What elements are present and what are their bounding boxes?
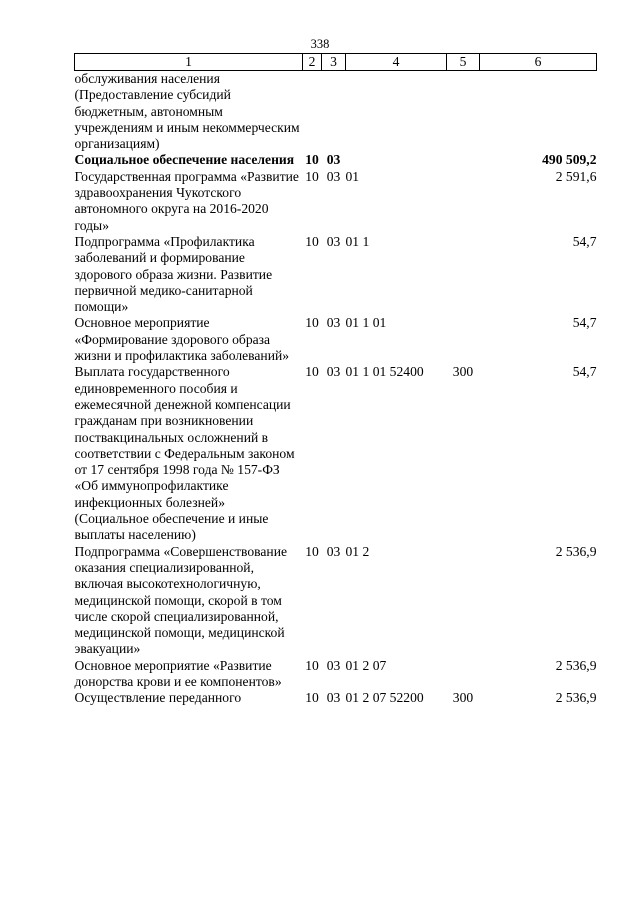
header-row [75, 54, 597, 71]
row-name: Выплата государственного единовременного пособия и ежемесячной денежной компенсации гражданам при возникновении поствакцинальных осложнений в соответствии с Федеральным законом от 17 сентября 1998 года № 157-ФЗ «Об иммунопрофилактике инфекционных болезней» (Социальное обеспечение и иные выплаты населению) [74, 364, 295, 543]
row-section: 10 [305, 657, 319, 673]
row-amount: 2 536,9 [555, 657, 597, 673]
row-amount: 490 509,2 [542, 152, 597, 168]
row-name: Основное мероприятие «Развитие донорства крови и ее компонентов» [74, 657, 282, 689]
row-subsection: 03 [326, 152, 341, 168]
table-row [75, 658, 597, 691]
row-target-code: 01 2 07 [345, 657, 387, 673]
row-target-code: 01 2 07 52200 [345, 690, 424, 706]
row-target-code [346, 152, 447, 168]
row-section: 10 [305, 152, 319, 168]
row-expense-type [447, 71, 480, 153]
row-expense-type [447, 658, 480, 691]
table-row [75, 544, 597, 658]
row-amount: 54,7 [572, 233, 597, 249]
row-expense-type [447, 169, 480, 234]
page-number: 338 [310, 37, 330, 51]
row-amount: 2 591,6 [555, 168, 597, 184]
col-header-3: 3 [322, 54, 346, 71]
col-header-2: 2 [303, 54, 322, 71]
row-section: 10 [305, 364, 319, 380]
row-section: 10 [305, 168, 319, 184]
row-name: Основное мероприятие «Формирование здорового образа жизни и профилактика заболеваний» [74, 315, 290, 364]
col-header-1: 1 [75, 54, 303, 71]
row-expense-type [447, 152, 480, 168]
row-section: 10 [305, 543, 319, 559]
table-row [75, 152, 597, 168]
row-name: Государственная программа «Развитие здравоохранения Чукотского автономного округа на 2016-2020 годы» [74, 168, 299, 233]
row-subsection: 03 [326, 168, 341, 184]
row-amount: 2 536,9 [555, 690, 597, 706]
row-target-code: 01 1 [345, 233, 370, 249]
col-header-4: 4 [346, 54, 447, 71]
col-header-6: 6 [480, 54, 597, 71]
table-row [75, 690, 597, 706]
row-section: 10 [305, 315, 319, 331]
row-expense-type [447, 544, 480, 658]
row-name: Социальное обеспечение населения [74, 152, 295, 168]
row-target-code: 01 [345, 168, 360, 184]
table-row [75, 315, 597, 364]
row-expense-type: 300 [452, 364, 474, 380]
row-subsection: 03 [326, 315, 341, 331]
row-target-code: 01 1 01 52400 [345, 364, 424, 380]
row-amount [480, 71, 597, 153]
budget-table [74, 53, 597, 707]
row-target-code: 01 2 [345, 543, 370, 559]
table-row [75, 71, 597, 153]
row-name: обслуживания населения (Предоставление субсидий бюджетным, автономным учреждениям и иным некоммерческим организациям) [74, 71, 300, 152]
row-name: Подпрограмма «Совершенствование оказания специализированной, включая высокотехнологичную, медицинской помощи, скорой в том числе скорой специализированной, медицинской помощи, медицинской эвакуации» [74, 543, 288, 657]
row-expense-type: 300 [452, 690, 474, 706]
table-row [75, 234, 597, 315]
row-section: 10 [305, 690, 319, 706]
row-amount: 54,7 [572, 364, 597, 380]
row-subsection [322, 71, 346, 153]
row-section: 10 [305, 233, 319, 249]
row-subsection: 03 [326, 657, 341, 673]
row-amount: 2 536,9 [555, 543, 597, 559]
row-expense-type [447, 315, 480, 364]
row-target-code: 01 1 01 [345, 315, 387, 331]
row-target-code [346, 71, 447, 153]
row-subsection: 03 [326, 364, 341, 380]
row-name: Подпрограмма «Профилактика заболеваний и формирование здорового образа жизни. Развитие первичной медико-санитарной помощи» [74, 233, 273, 315]
table-row [75, 364, 597, 543]
row-expense-type [447, 234, 480, 315]
row-subsection: 03 [326, 233, 341, 249]
table-row [75, 169, 597, 234]
row-subsection: 03 [326, 543, 341, 559]
row-subsection: 03 [326, 690, 341, 706]
row-section [303, 71, 322, 153]
row-name: Осуществление переданного [74, 690, 242, 706]
row-amount: 54,7 [572, 315, 597, 331]
col-header-5: 5 [447, 54, 480, 71]
